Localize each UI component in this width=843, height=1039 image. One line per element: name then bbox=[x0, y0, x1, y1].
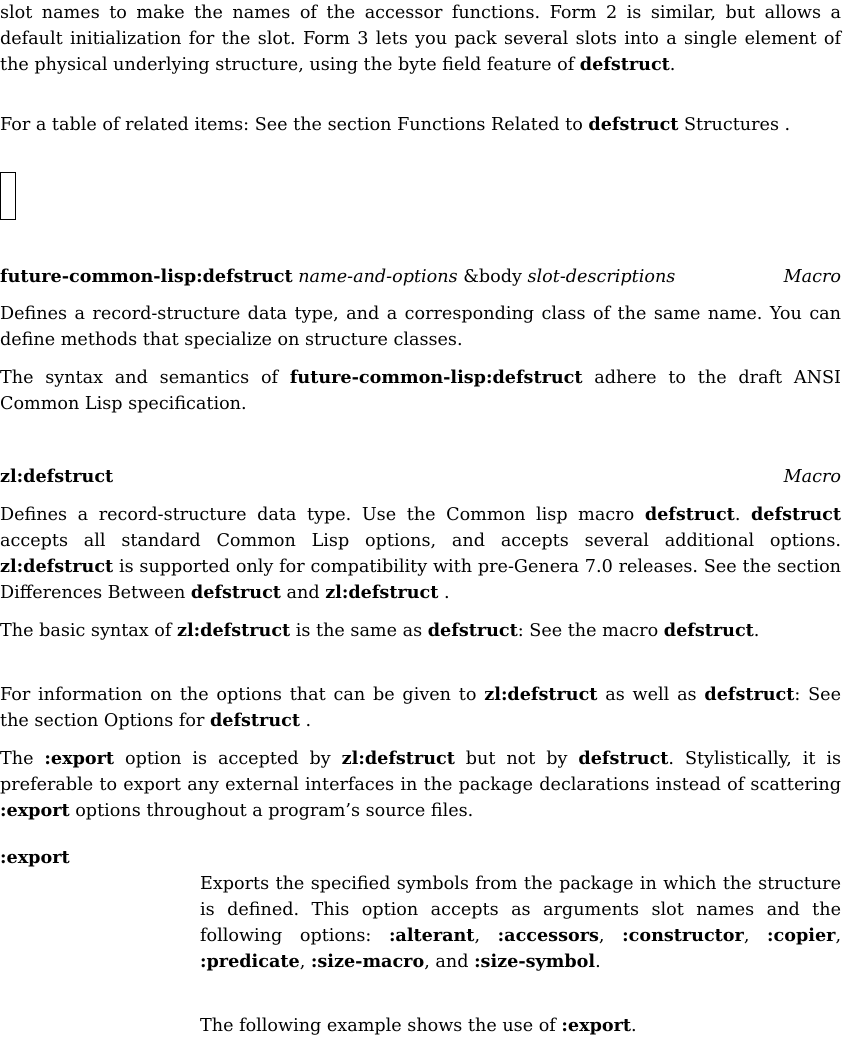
entry-description: For information on the options that can be given to zl:defstruct as well as defstruct: See the section Options for defstruct . bbox=[0, 684, 841, 731]
entry-arg: name-and-options bbox=[298, 267, 458, 287]
entry-description: The basic syntax of zl:defstruct is the same as defstruct: See the macro defstruct. bbox=[0, 620, 760, 641]
entry-kind: Macro bbox=[783, 467, 841, 487]
intro-paragraph: slot names to make the names of the accessor functions. Form 2 is similar, but allows a default initialization for the slot. Form 3 lets you pack several slots into a single element of the physical underlying structure, using the byte field feature of defstruct. bbox=[0, 3, 841, 75]
entry-description: Defines a record-structure data type. Use the Common lisp macro defstruct. defstruct accepts all standard Common Lisp options, and accepts several additional options. zl:defstruct is supported only for compatibility with pre-Genera 7.0 releases. See the section Differences Between defstruct and zl:defstruct . bbox=[0, 504, 841, 603]
entry-description: Defines a record-structure data type, and a corresponding class of the same name. You can define methods that specialize on structure classes. bbox=[0, 304, 841, 350]
entry-header-future-defstruct bbox=[0, 264, 841, 290]
entry-name: zl:defstruct bbox=[0, 466, 114, 487]
option-example-intro: The following example shows the use of :export. bbox=[200, 1015, 637, 1036]
option-term: :export bbox=[0, 847, 70, 868]
code-term: defstruct bbox=[588, 114, 679, 135]
related-items-paragraph: For a table of related items: See the section Functions Related to defstruct Structures . bbox=[0, 114, 791, 135]
option-description: Exports the specified symbols from the package in which the structure is defined. This option accepts as arguments slot names and the following options: :alterant, :accessors, :constructor, :copier, :predicate, :size-macro, and :size-symbol. bbox=[200, 874, 842, 972]
code-term: defstruct bbox=[579, 54, 670, 75]
entry-description: The syntax and semantics of future-common-lisp:defstruct adhere to the draft ANSI Common Lisp specification. bbox=[0, 367, 842, 414]
entry-header-zl-defstruct bbox=[0, 464, 841, 490]
entry-kind: Macro bbox=[783, 267, 841, 287]
entry-arg: slot-descriptions bbox=[527, 267, 676, 287]
entry-arg: &body bbox=[463, 267, 522, 287]
entry-name: future-common-lisp:defstruct bbox=[0, 266, 293, 287]
entry-description: The :export option is accepted by zl:defstruct but not by defstruct. Stylistically, it is preferable to export any external interfaces in the package declarations instead of scattering :export options throughout a program’s source files. bbox=[0, 748, 841, 821]
placeholder-box bbox=[0, 172, 16, 220]
code-term: future-common-lisp:defstruct bbox=[289, 367, 583, 388]
